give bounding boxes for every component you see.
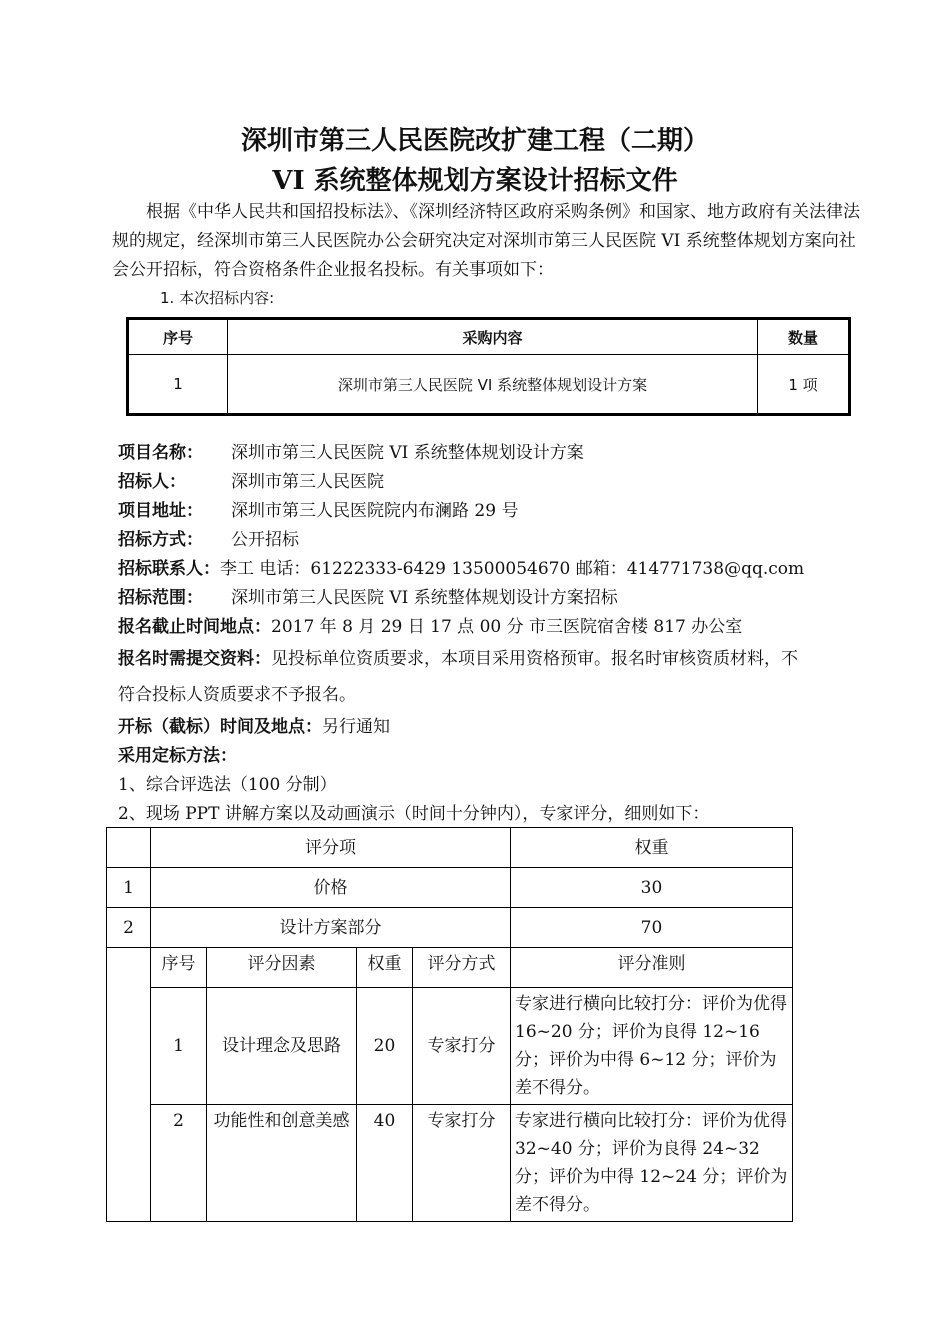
table-cell: 70 (511, 908, 793, 948)
method-item-2: 2、现场 PPT 讲解方案以及动画演示（时间十分钟内），专家评分，细则如下： (118, 804, 710, 824)
table-cell: 专家进行横向比较打分：评价为优得 16~20 分；评价为良得 12~16 分；评价为中得 6~12 分；评价为差不得分。 (511, 988, 793, 1105)
field-scope (118, 583, 618, 608)
field-address (118, 496, 518, 521)
field-method (118, 525, 299, 550)
table-cell: 2 (107, 908, 151, 948)
table-cell: 1 项 (758, 355, 850, 415)
table-header: 数量 (758, 319, 850, 355)
table-cell: 20 (357, 988, 413, 1105)
table-header: 权重 (511, 828, 793, 868)
field-value: 深圳市第三人民医院 VI 系统整体规划设计方案 (231, 443, 584, 463)
intro-paragraph: 根据《中华人民共和国招投标法》、《深圳经济特区政府采购条例》和国家、地方政府有关法律法规的规定，经深圳市第三人民医院办公会研究决定对深圳市第三人民医院 VI 系统整体规划方案向社会公开招标，符合资格条件企业报名投标。有关事项如下： (112, 202, 860, 280)
table-header: 序号 (128, 319, 228, 355)
field-value: 李工 电话：61222333-6429 13500054670 邮箱：414771738@qq.com (220, 559, 805, 579)
field-label: 招标人： (118, 472, 186, 492)
table-cell: 2 (151, 1105, 207, 1222)
procurement-table (126, 317, 851, 416)
field-project-name (118, 438, 584, 463)
table-cell (107, 948, 151, 1222)
method-heading: 采用定标方法： (118, 746, 237, 766)
field-label: 报名截止时间地点： (118, 617, 271, 637)
table-header: 评分项 (151, 828, 511, 868)
field-value: 深圳市第三人民医院 (231, 472, 384, 492)
table-header: 序号 (151, 948, 207, 988)
field-documents (118, 644, 798, 669)
table-header: 评分准则 (511, 948, 793, 988)
table-cell: 功能性和创意美感 (207, 1105, 357, 1222)
field-value: 见投标单位资质要求，本项目采用资格预审。报名时审核资质材料，不 (271, 649, 798, 669)
table-cell: 专家打分 (413, 1105, 511, 1222)
field-documents-continued: 符合投标人资质要求不予报名。 (118, 685, 356, 705)
table-cell: 40 (357, 1105, 413, 1222)
table-cell: 30 (511, 868, 793, 908)
table-cell: 专家进行横向比较打分：评价为优得 32~40 分；评价为良得 24~32 分；评价为中得 12~24 分；评价为差不得分。 (511, 1105, 793, 1222)
table-cell: 设计方案部分 (151, 908, 511, 948)
field-tenderer (118, 467, 384, 492)
field-value: 2017 年 8 月 29 日 17 点 00 分 市三医院宿舍楼 817 办公室 (271, 617, 743, 637)
field-value: 深圳市第三人民医院 VI 系统整体规划设计方案招标 (231, 588, 618, 608)
table-header: 评分方式 (413, 948, 511, 988)
table-cell: 设计理念及思路 (207, 988, 357, 1105)
section-heading: 1. 本次招标内容: (160, 289, 275, 307)
page-title: 深圳市第三人民医院改扩建工程（二期） (240, 126, 709, 156)
field-contact (118, 554, 804, 579)
table-header: 评分因素 (207, 948, 357, 988)
field-value: 深圳市第三人民医院院内布澜路 29 号 (231, 501, 519, 521)
table-cell: 深圳市第三人民医院 VI 系统整体规划设计方案 (228, 355, 758, 415)
field-label: 招标联系人： (118, 559, 220, 579)
page-subtitle: VI 系统整体规划方案设计招标文件 (272, 166, 678, 196)
field-label: 招标方式： (118, 530, 203, 550)
field-opening (118, 712, 390, 737)
scoring-table (106, 827, 793, 1222)
table-cell: 专家打分 (413, 988, 511, 1105)
table-cell: 1 (128, 355, 228, 415)
field-value: 另行通知 (322, 717, 390, 737)
field-label: 开标（截标）时间及地点： (118, 717, 322, 737)
table-cell: 1 (107, 868, 151, 908)
table-cell: 价格 (151, 868, 511, 908)
table-header: 采购内容 (228, 319, 758, 355)
field-label: 报名时需提交资料： (118, 649, 271, 669)
method-item-1: 1、综合评选法（100 分制） (118, 775, 337, 795)
field-label: 招标范围： (118, 588, 203, 608)
field-value: 公开招标 (231, 530, 299, 550)
field-label: 项目地址： (118, 501, 203, 521)
table-cell: 1 (151, 988, 207, 1105)
table-header: 权重 (357, 948, 413, 988)
table-cell (107, 828, 151, 868)
field-label: 项目名称： (118, 443, 203, 463)
field-deadline (118, 612, 742, 637)
